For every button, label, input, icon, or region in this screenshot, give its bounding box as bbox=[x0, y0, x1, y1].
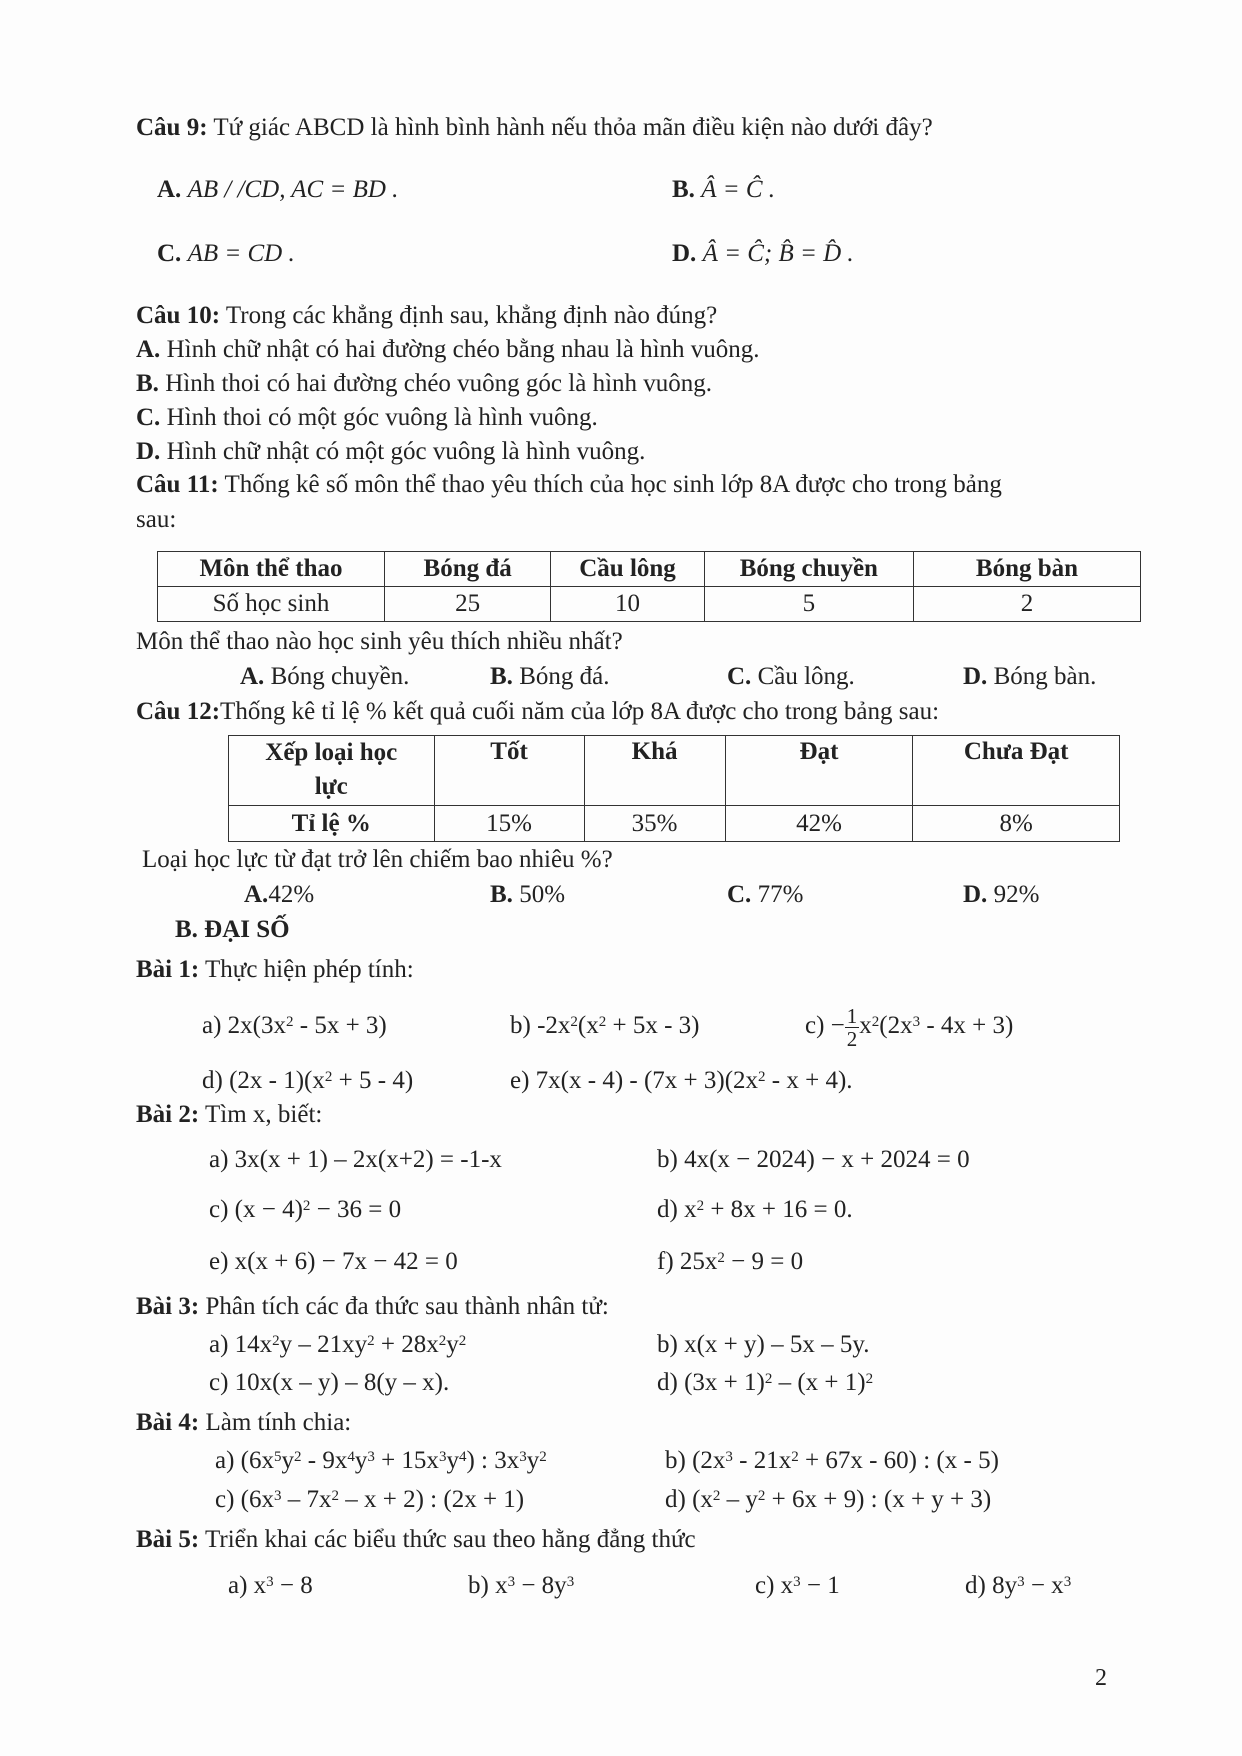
table-header-row bbox=[229, 736, 1120, 806]
math-part: + 28x bbox=[374, 1331, 439, 1358]
option-text: Bóng bàn. bbox=[993, 663, 1097, 690]
q10-label: Câu 10: bbox=[136, 302, 221, 329]
exponent: 2 bbox=[294, 1449, 302, 1465]
exercise-text: Triển khai các biểu thức sau theo hằng đẳng thức bbox=[205, 1526, 696, 1553]
exponent: 2 bbox=[286, 1014, 294, 1030]
bai2-a: a) 3x(x + 1) – 2x(x+2) = -1-x bbox=[209, 1146, 502, 1173]
table-cell: Tỉ lệ % bbox=[229, 806, 435, 842]
exponent: 2 bbox=[757, 1488, 766, 1504]
q11-label: Câu 11: bbox=[136, 471, 219, 498]
option-text: Hình chữ nhật có hai đường chéo bằng nhau là hình vuông. bbox=[166, 336, 760, 363]
option-letter: A. bbox=[240, 663, 265, 690]
q11-option-b bbox=[490, 662, 609, 692]
exercise-text: Tìm x, biết: bbox=[205, 1101, 323, 1128]
exponent: 2 bbox=[758, 1069, 766, 1085]
fraction bbox=[845, 1005, 860, 1050]
math-part: b) x bbox=[468, 1572, 508, 1599]
option-letter: A. bbox=[244, 881, 269, 908]
math-part: + 6x + 9) : (x + y + 3) bbox=[765, 1486, 992, 1513]
bai3-b: b) x(x + y) – 5x – 5y. bbox=[657, 1331, 870, 1358]
q12-label: Câu 12: bbox=[136, 698, 221, 725]
option-text: Â = Ĉ; B̂ = D̂ . bbox=[702, 240, 854, 267]
option-text: 77% bbox=[757, 881, 804, 908]
math-part: (2x bbox=[879, 1012, 913, 1039]
exponent: 3 bbox=[367, 1449, 375, 1465]
q11-option-d bbox=[963, 662, 1096, 692]
q10-text: Trong các khẳng định sau, khẳng định nào đúng? bbox=[225, 302, 718, 329]
math-part: − 8 bbox=[273, 1572, 313, 1599]
table-header-cell: Bóng bàn bbox=[913, 552, 1140, 587]
bai4-b bbox=[665, 1446, 999, 1476]
q12-question: Loại học lực từ đạt trở lên chiếm bao nhiêu %? bbox=[142, 846, 613, 873]
math-part: y bbox=[446, 1447, 459, 1474]
numerator: 1 bbox=[846, 1003, 858, 1028]
q10-option-c bbox=[136, 403, 598, 433]
page-number: 2 bbox=[1095, 1665, 1107, 1691]
q10-option-b bbox=[136, 369, 712, 399]
bai1-stem bbox=[136, 955, 414, 985]
option-text: Hình thoi có một góc vuông là hình vuông. bbox=[166, 404, 598, 431]
bai2-e: e) x(x + 6) − 7x − 42 = 0 bbox=[209, 1248, 458, 1275]
math-part: + 5 - 4) bbox=[332, 1067, 414, 1094]
option-letter: B. bbox=[490, 881, 513, 908]
q11-text: Thống kê số môn thể thao yêu thích của học sinh lớp 8A được cho trong bảng bbox=[224, 471, 1002, 498]
math-part: c) − bbox=[805, 1012, 845, 1039]
option-text: 50% bbox=[519, 881, 566, 908]
math-part: a) x bbox=[228, 1572, 267, 1599]
option-text: 42% bbox=[268, 881, 315, 908]
bai5-stem bbox=[136, 1525, 696, 1555]
table-cell: 35% bbox=[584, 806, 725, 842]
exponent: 3 bbox=[912, 1014, 921, 1030]
q11-stem bbox=[136, 470, 1002, 500]
bai3-a bbox=[209, 1330, 466, 1360]
math-part: - 4x + 3) bbox=[920, 1012, 1014, 1039]
option-text: Cầu lông. bbox=[757, 663, 855, 690]
bai1-d bbox=[202, 1066, 413, 1096]
table-header-cell: Bóng chuyền bbox=[704, 552, 913, 587]
math-part: – x + 2) : (2x + 1) bbox=[339, 1486, 525, 1513]
option-letter: A. bbox=[136, 336, 161, 363]
math-part: + 5x - 3) bbox=[606, 1012, 700, 1039]
q9-stem bbox=[136, 113, 933, 143]
option-text: AB = CD . bbox=[187, 240, 295, 267]
table-cell: 5 bbox=[704, 587, 913, 622]
exercise-label: Bài 4: bbox=[136, 1409, 200, 1436]
math-part: − 36 = 0 bbox=[310, 1196, 402, 1223]
exponent: 2 bbox=[865, 1371, 874, 1387]
exercise-text: Thực hiện phép tính: bbox=[205, 956, 414, 983]
table-header-row bbox=[158, 552, 1141, 587]
option-letter: B. bbox=[672, 176, 695, 203]
exercise-label: Bài 3: bbox=[136, 1293, 200, 1320]
math-part: ) : 3x bbox=[466, 1447, 520, 1474]
math-part: d) (2x - 1)(x bbox=[202, 1067, 325, 1094]
math-part: – 7x bbox=[281, 1486, 332, 1513]
exercise-text: Làm tính chia: bbox=[205, 1409, 352, 1436]
exercise-label: Bài 5: bbox=[136, 1526, 200, 1553]
exponent: 2 bbox=[712, 1488, 721, 1504]
exponent: 3 bbox=[507, 1574, 516, 1590]
table-row bbox=[229, 806, 1120, 842]
math-part: − x bbox=[1024, 1572, 1064, 1599]
math-part: (x bbox=[577, 1012, 599, 1039]
option-text: Bóng đá. bbox=[519, 663, 610, 690]
bai2-f bbox=[657, 1247, 803, 1277]
option-letter: C. bbox=[157, 240, 182, 267]
table-header-cell: Môn thể thao bbox=[158, 552, 385, 587]
math-part: y bbox=[526, 1447, 540, 1474]
bai5-c bbox=[755, 1571, 840, 1601]
exponent: 3 bbox=[266, 1574, 274, 1590]
exercise-label: Bài 1: bbox=[136, 956, 200, 983]
math-part: d) (x bbox=[665, 1486, 713, 1513]
q10-option-d bbox=[136, 437, 645, 467]
math-part: b) -2x bbox=[510, 1012, 571, 1039]
bai1-c bbox=[805, 1000, 1013, 1052]
math-part: + 15x bbox=[374, 1447, 439, 1474]
table-header-cell: Khá bbox=[584, 736, 725, 806]
option-letter: D. bbox=[672, 240, 697, 267]
math-part: − 8y bbox=[515, 1572, 567, 1599]
bai2-d bbox=[657, 1195, 853, 1225]
table-header-cell: Bóng đá bbox=[384, 552, 550, 587]
exponent: 4 bbox=[458, 1449, 467, 1465]
grades-table bbox=[228, 735, 1120, 842]
q12-text: Thống kê tỉ lệ % kết quả cuối năm của lớp 8A được cho trong bảng sau: bbox=[220, 698, 940, 725]
exponent: 3 bbox=[519, 1449, 527, 1465]
math-part: − 1 bbox=[800, 1572, 840, 1599]
option-letter: D. bbox=[136, 438, 161, 465]
option-text: Hình thoi có hai đường chéo vuông góc là hình vuông. bbox=[165, 370, 713, 397]
exponent: 2 bbox=[764, 1371, 773, 1387]
math-part: a) 14x bbox=[209, 1331, 273, 1358]
math-part: c) (6x bbox=[215, 1486, 274, 1513]
option-text: 92% bbox=[993, 881, 1040, 908]
exponent: 2 bbox=[717, 1250, 725, 1266]
exponent: 3 bbox=[793, 1574, 801, 1590]
bai4-a bbox=[215, 1446, 547, 1476]
q9-text: Tứ giác ABCD là hình bình hành nếu thỏa mãn điều kiện nào dưới đây? bbox=[213, 114, 933, 141]
q11-text-cont: sau: bbox=[136, 506, 177, 533]
option-text: Â = Ĉ . bbox=[701, 176, 776, 203]
exponent: 3 bbox=[1017, 1574, 1025, 1590]
table-cell: 10 bbox=[551, 587, 704, 622]
option-text: AB / /CD, AC = BD . bbox=[187, 176, 399, 203]
option-letter: C. bbox=[727, 881, 752, 908]
bai1-b bbox=[510, 1011, 699, 1041]
math-part: d) x bbox=[657, 1196, 697, 1223]
math-part: d) 8y bbox=[965, 1572, 1018, 1599]
exponent: 2 bbox=[302, 1198, 311, 1214]
exercise-text: Phân tích các đa thức sau thành nhân tử: bbox=[205, 1293, 609, 1320]
bai2-b: b) 4x(x − 2024) − x + 2024 = 0 bbox=[657, 1146, 970, 1173]
q10-stem bbox=[136, 301, 717, 331]
sports-table bbox=[157, 551, 1141, 622]
bai2-stem bbox=[136, 1100, 322, 1130]
bai4-d bbox=[665, 1485, 991, 1515]
q9-option-c bbox=[157, 239, 295, 269]
bai4-stem bbox=[136, 1408, 351, 1438]
exponent: 2 bbox=[272, 1333, 280, 1349]
math-part: c) (x − 4) bbox=[209, 1196, 303, 1223]
option-letter: C. bbox=[136, 404, 161, 431]
math-part: + 67x - 60) : (x - 5) bbox=[798, 1447, 999, 1474]
math-part: b) (2x bbox=[665, 1447, 726, 1474]
q11-question: Môn thể thao nào học sinh yêu thích nhiều nhất? bbox=[136, 628, 623, 655]
q12-stem bbox=[136, 697, 939, 727]
option-letter: B. bbox=[490, 663, 513, 690]
exponent: 2 bbox=[598, 1014, 607, 1030]
exercise-label: Bài 2: bbox=[136, 1101, 200, 1128]
math-part: y bbox=[354, 1447, 368, 1474]
bai5-a bbox=[228, 1571, 313, 1601]
exponent: 2 bbox=[331, 1488, 339, 1504]
option-text: Bóng chuyền. bbox=[270, 663, 410, 690]
exponent: 3 bbox=[274, 1488, 282, 1504]
math-part: a) 2x(3x bbox=[202, 1012, 286, 1039]
exponent: 4 bbox=[347, 1449, 355, 1465]
table-row bbox=[158, 587, 1141, 622]
math-part: a) (6x bbox=[215, 1447, 274, 1474]
bai1-a bbox=[202, 1011, 387, 1041]
bai3-c: c) 10x(x – y) – 8(y – x). bbox=[209, 1369, 450, 1396]
math-part: x bbox=[859, 1012, 872, 1039]
q11-option-c bbox=[727, 662, 855, 692]
exponent: 2 bbox=[539, 1449, 547, 1465]
exponent: 3 bbox=[725, 1449, 733, 1465]
bai5-b bbox=[468, 1571, 574, 1601]
math-part: f) 25x bbox=[657, 1248, 718, 1275]
table-cell: 15% bbox=[434, 806, 584, 842]
exponent: 2 bbox=[324, 1069, 333, 1085]
option-letter: A. bbox=[157, 176, 182, 203]
math-part: - 5x + 3) bbox=[293, 1012, 387, 1039]
option-letter: D. bbox=[963, 881, 988, 908]
math-part: e) 7x(x - 4) - (7x + 3)(2x bbox=[510, 1067, 759, 1094]
math-part: − 9 = 0 bbox=[724, 1248, 804, 1275]
section-heading: B. ĐẠI SỐ bbox=[175, 916, 290, 943]
table-header-cell bbox=[229, 736, 435, 806]
table-header-cell: Chưa Đạt bbox=[913, 736, 1120, 806]
exponent: 5 bbox=[274, 1449, 282, 1465]
q12-option-b bbox=[490, 880, 565, 910]
q9-option-a bbox=[157, 175, 398, 205]
q12-option-c bbox=[727, 880, 803, 910]
header-line: Xếp loại học bbox=[265, 739, 398, 766]
exponent: 2 bbox=[458, 1333, 467, 1349]
option-letter: D. bbox=[963, 663, 988, 690]
math-part: - x + 4). bbox=[765, 1067, 853, 1094]
q11-option-a bbox=[240, 662, 409, 692]
math-part: d) (3x + 1) bbox=[657, 1369, 765, 1396]
exponent: 3 bbox=[1063, 1574, 1072, 1590]
header-line: lực bbox=[314, 773, 348, 800]
math-part: y – 21xy bbox=[279, 1331, 368, 1358]
table-header-cell: Tốt bbox=[434, 736, 584, 806]
math-part: - 21x bbox=[732, 1447, 792, 1474]
bai2-c bbox=[209, 1195, 401, 1225]
exponent: 3 bbox=[438, 1449, 447, 1465]
table-cell: 42% bbox=[725, 806, 913, 842]
exponent: 2 bbox=[570, 1014, 578, 1030]
option-letter: C. bbox=[727, 663, 752, 690]
table-cell: Số học sinh bbox=[158, 587, 385, 622]
math-part: + 8x + 16 = 0. bbox=[704, 1196, 853, 1223]
denominator: 2 bbox=[846, 1026, 858, 1051]
bai1-e bbox=[510, 1066, 853, 1096]
q9-label: Câu 9: bbox=[136, 114, 208, 141]
exponent: 2 bbox=[438, 1333, 447, 1349]
option-text: Hình chữ nhật có một góc vuông là hình vuông. bbox=[166, 438, 646, 465]
bai5-d bbox=[965, 1571, 1071, 1601]
bai3-d bbox=[657, 1368, 873, 1398]
q12-option-d bbox=[963, 880, 1039, 910]
bai4-c bbox=[215, 1485, 524, 1515]
exponent: 2 bbox=[791, 1449, 799, 1465]
exponent: 3 bbox=[566, 1574, 575, 1590]
table-header-cell: Đạt bbox=[725, 736, 913, 806]
math-part: c) x bbox=[755, 1572, 794, 1599]
q9-option-d bbox=[672, 239, 854, 269]
q10-option-a bbox=[136, 335, 760, 365]
exponent: 2 bbox=[871, 1014, 880, 1030]
math-part: – (x + 1) bbox=[772, 1369, 866, 1396]
bai3-stem bbox=[136, 1292, 609, 1322]
math-part: y bbox=[281, 1447, 294, 1474]
table-cell: 2 bbox=[913, 587, 1140, 622]
math-part: - 9x bbox=[301, 1447, 348, 1474]
q9-option-b bbox=[672, 175, 775, 205]
table-cell: 25 bbox=[384, 587, 550, 622]
q12-option-a bbox=[244, 880, 314, 910]
table-cell: 8% bbox=[913, 806, 1120, 842]
exponent: 2 bbox=[367, 1333, 375, 1349]
exponent: 2 bbox=[696, 1198, 705, 1214]
math-part: – y bbox=[720, 1486, 758, 1513]
option-letter: B. bbox=[136, 370, 159, 397]
math-part: y bbox=[446, 1331, 459, 1358]
table-header-cell: Cầu lông bbox=[551, 552, 704, 587]
